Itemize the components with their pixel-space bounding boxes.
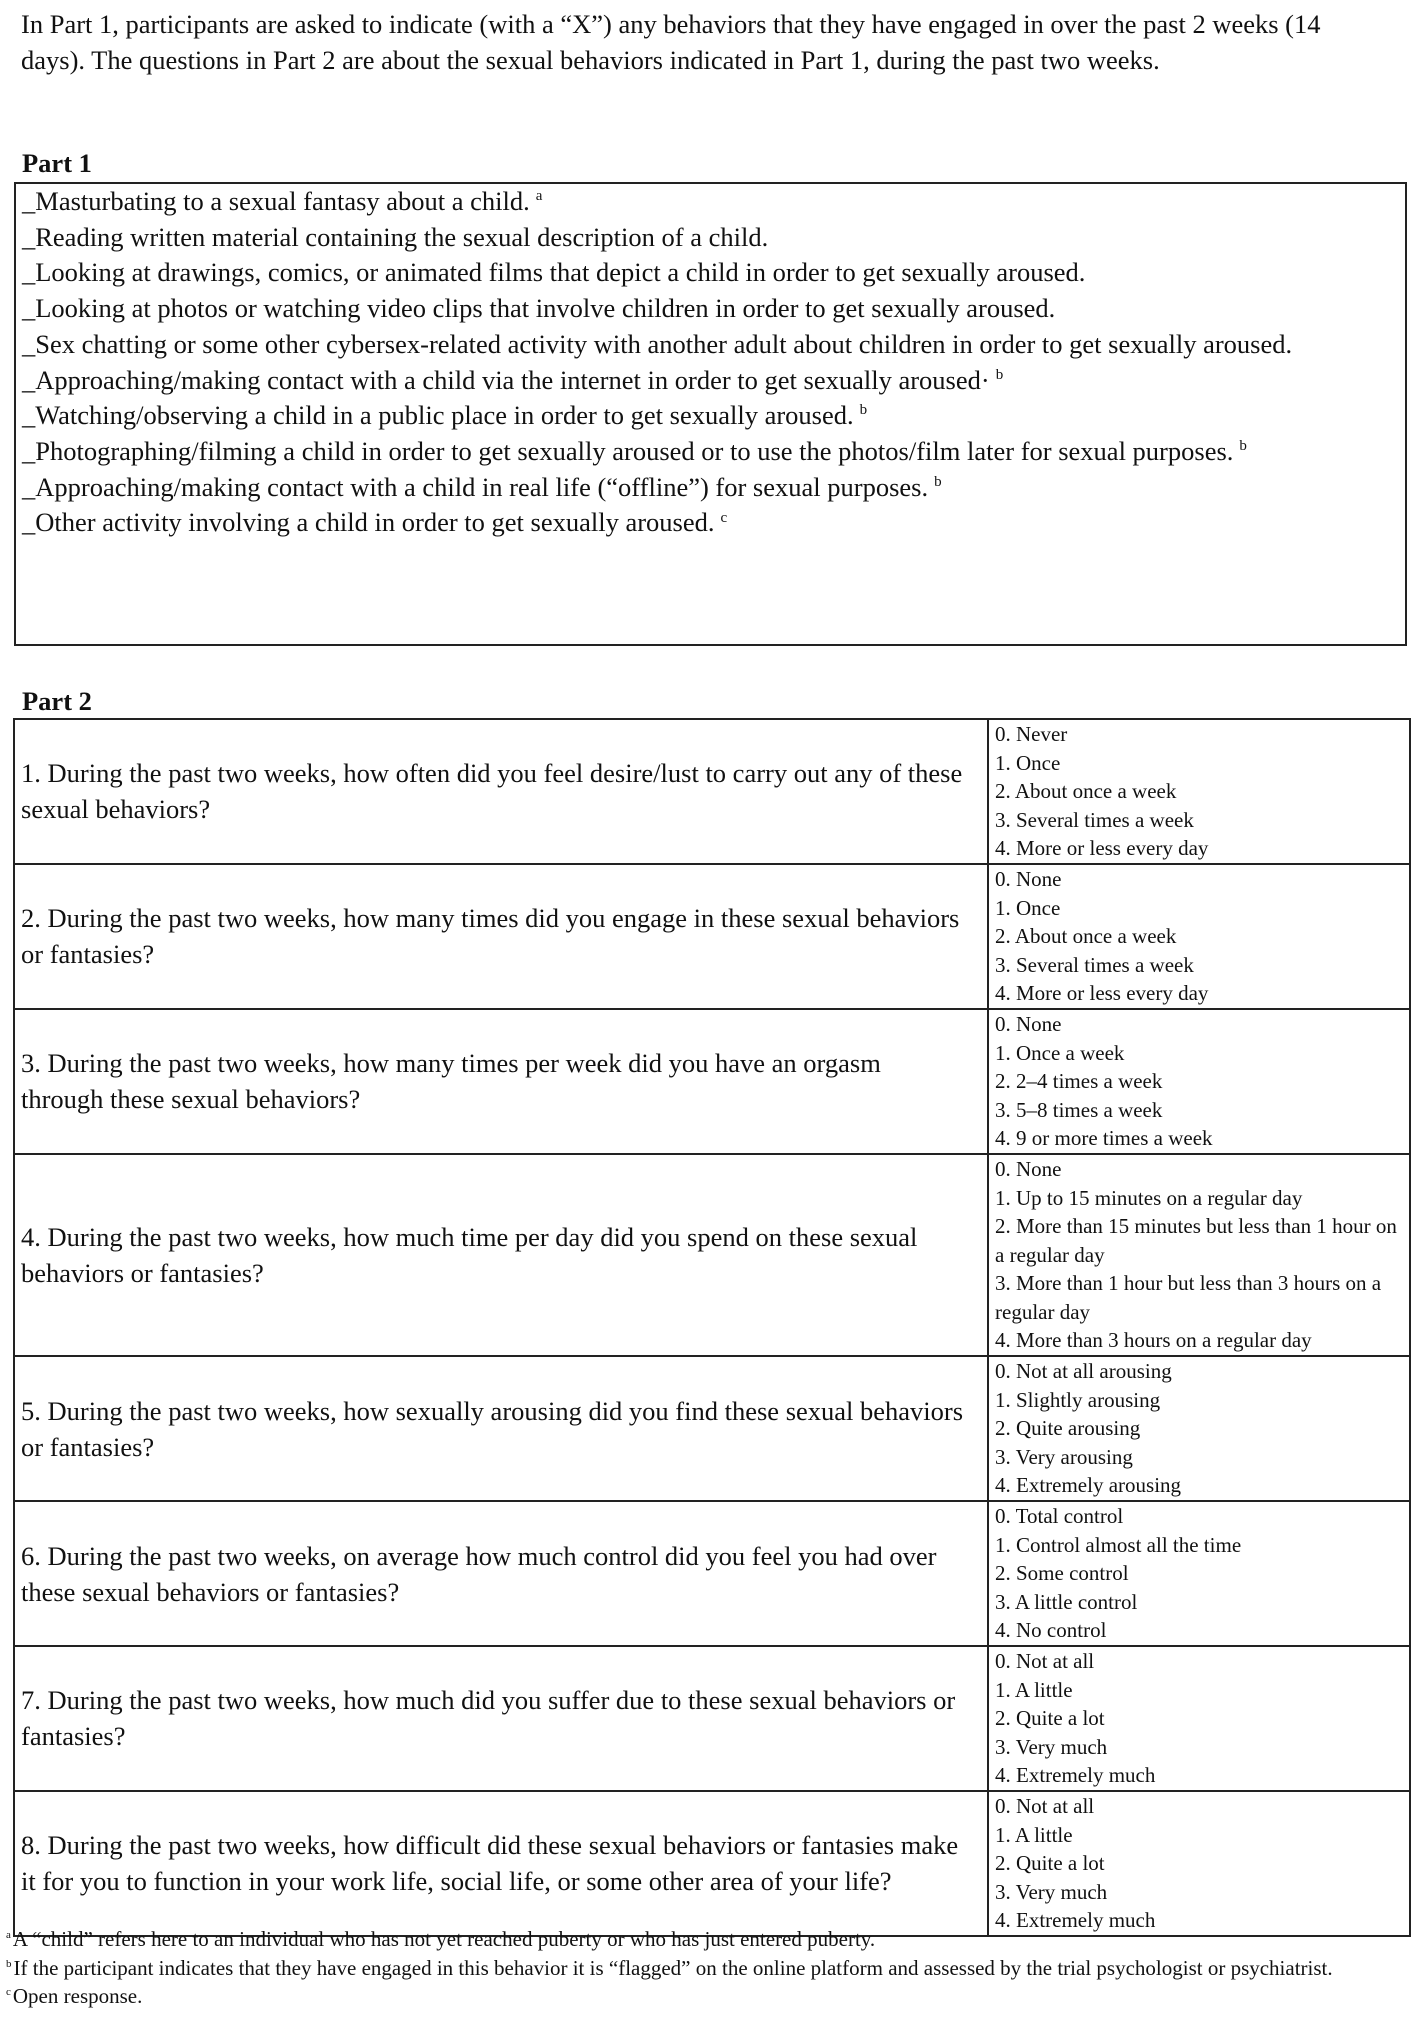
answer-options xyxy=(988,1009,1410,1154)
footnote-marker: b xyxy=(995,366,1004,383)
answer-options xyxy=(988,1791,1410,1936)
footnote-marker: c xyxy=(6,1986,11,1998)
question-text: 4. During the past two weeks, how much time per day did you spend on these sexual behaviors or fantasies? xyxy=(14,1154,988,1356)
footnote-text: A “child” refers here to an individual who has not yet reached puberty or who has just entered puberty. xyxy=(12,1927,876,1951)
checklist-item-text: _Approaching/making contact with a child via the internet in order to get sexually aroused· xyxy=(22,364,990,395)
answer-option: 3. Very arousing xyxy=(995,1444,1133,1469)
answer-option: 4. 9 or more times a week xyxy=(995,1126,1213,1151)
checklist-item-text: _Watching/observing a child in a public place in order to get sexually aroused. xyxy=(22,400,854,431)
answer-option: 3. Very much xyxy=(995,1879,1108,1904)
checklist-item-text: _Approaching/making contact with a child in real life (“offline”) for sexual purposes. xyxy=(22,471,929,502)
answer-option: 1. Control almost all the time xyxy=(995,1532,1242,1557)
footnote-marker: c xyxy=(720,509,728,526)
question-row xyxy=(14,864,1410,1009)
answer-option: 0. None xyxy=(995,1156,1062,1181)
question-text: 7. During the past two weeks, how much did you suffer due to these sexual behaviors or fantasies? xyxy=(14,1646,988,1791)
answer-option: 2. About once a week xyxy=(995,779,1177,804)
question-text: 3. During the past two weeks, how many times per week did you have an orgasm through these sexual behaviors? xyxy=(14,1009,988,1154)
checklist-item xyxy=(22,220,1405,256)
answer-option: 4. Extremely much xyxy=(995,1763,1156,1788)
question-row xyxy=(14,1356,1410,1501)
answer-option: 0. Not at all xyxy=(995,1793,1095,1818)
answer-option: 4. More than 3 hours on a regular day xyxy=(995,1328,1312,1353)
answer-option: 3. Several times a week xyxy=(995,807,1194,832)
answer-option: 0. None xyxy=(995,1011,1062,1036)
checklist-item-text: _Looking at photos or watching video clips that involve children in order to get sexually aroused. xyxy=(22,293,1056,324)
checklist-item xyxy=(22,363,1405,399)
intro-paragraph: In Part 1, participants are asked to indicate (with a “X”) any behaviors that they have engaged in over the past 2 weeks (14 days). The questions in Part 2 are about the sexual behaviors indicated in Part 1, during the past two weeks. xyxy=(21,9,1321,75)
part2-title: Part 2 xyxy=(22,686,92,716)
checklist-item-text: _Reading written material containing the sexual description of a child. xyxy=(22,221,769,252)
answer-option: 0. Not at all xyxy=(995,1649,1095,1673)
answer-option: 2. Quite a lot xyxy=(995,1851,1105,1876)
answer-option: 1. A little xyxy=(995,1677,1073,1702)
checklist-item xyxy=(22,255,1405,291)
answer-option: 2. About once a week xyxy=(995,924,1177,949)
answer-option: 2. Quite arousing xyxy=(995,1416,1141,1441)
question-text: 1. During the past two weeks, how often did you feel desire/lust to carry out any of these sexual behaviors? xyxy=(14,719,988,864)
answer-option: 2. More than 15 minutes but less than 1 hour on a regular day xyxy=(995,1214,1397,1267)
answer-option: 2. Some control xyxy=(995,1561,1129,1586)
footnote-text: If the participant indicates that they have engaged in this behavior it is “flagged” on the online platform and assessed by the trial psychologist or psychiatrist. xyxy=(13,1955,1333,1980)
answer-option: 0. None xyxy=(995,866,1062,891)
answer-option: 3. Very much xyxy=(995,1734,1108,1759)
answer-option: 1. Once a week xyxy=(995,1040,1125,1065)
footnote-marker: a xyxy=(6,1929,11,1941)
checklist-item xyxy=(22,398,1405,434)
checklist-item-text: _Sex chatting or some other cybersex-related activity with another adult about children in order to get sexually aroused. xyxy=(22,328,1293,359)
checklist-item-text: _Looking at drawings, comics, or animated films that depict a child in order to get sexually aroused. xyxy=(22,257,1086,288)
answer-option: 0. Total control xyxy=(995,1504,1124,1529)
answer-option: 1. Once xyxy=(995,750,1061,775)
footnotes xyxy=(6,1925,1411,2011)
answer-option: 0. Not at all arousing xyxy=(995,1359,1172,1384)
part1-title: Part 1 xyxy=(22,148,92,178)
checklist-item-text: _Masturbating to a sexual fantasy about a child. xyxy=(22,186,530,216)
answer-option: 1. Once xyxy=(995,895,1061,920)
checklist-item xyxy=(22,327,1405,363)
checklist-item-text: _Other activity involving a child in order to get sexually aroused. xyxy=(22,507,715,538)
answer-option: 1. A little xyxy=(995,1822,1073,1847)
footnote xyxy=(6,1954,1411,1983)
answer-option: 4. Extremely arousing xyxy=(995,1473,1182,1498)
question-text: 5. During the past two weeks, how sexually arousing did you find these sexual behaviors or fantasies? xyxy=(14,1356,988,1501)
checklist-item xyxy=(22,291,1405,327)
question-text: 6. During the past two weeks, on average how much control did you feel you had over these sexual behaviors or fantasies? xyxy=(14,1501,988,1646)
answer-option: 3. More than 1 hour but less than 3 hours on a regular day xyxy=(995,1271,1382,1324)
answer-option: 4. More or less every day xyxy=(995,981,1209,1006)
part1-checklist-box xyxy=(14,182,1407,646)
checklist-item xyxy=(22,434,1405,470)
part2-question-table xyxy=(13,718,1411,1937)
answer-option: 4. Extremely much xyxy=(995,1908,1156,1933)
answer-option: 1. Up to 15 minutes on a regular day xyxy=(995,1185,1303,1210)
answer-option: 2. 2–4 times a week xyxy=(995,1069,1163,1094)
checklist-item xyxy=(22,184,1405,220)
answer-option: 3. 5–8 times a week xyxy=(995,1097,1163,1122)
footnote-marker: b xyxy=(934,473,942,490)
footnote-marker: b xyxy=(1239,438,1247,455)
answer-option: 3. Several times a week xyxy=(995,952,1194,977)
answer-options xyxy=(988,1154,1410,1356)
question-row xyxy=(14,1501,1410,1646)
question-row xyxy=(14,1009,1410,1154)
question-row xyxy=(14,1646,1410,1791)
footnote-text: Open response. xyxy=(12,1984,143,2008)
footnote-marker: b xyxy=(6,1957,12,1970)
checklist-item-text: _Photographing/filming a child in order to get sexually aroused or to use the photos/film later for sexual purposes. xyxy=(22,435,1234,466)
answer-options xyxy=(988,1646,1410,1791)
part1-checklist xyxy=(16,184,1405,541)
question-text: 8. During the past two weeks, how difficult did these sexual behaviors or fantasies make it for you to function in your work life, social life, or some other area of your life? xyxy=(14,1791,988,1936)
answer-options xyxy=(988,719,1410,864)
footnote-marker: b xyxy=(859,402,868,419)
checklist-item xyxy=(22,505,1405,541)
answer-option: 0. Never xyxy=(995,722,1068,746)
question-text: 2. During the past two weeks, how many times did you engage in these sexual behaviors or fantasies? xyxy=(14,864,988,1009)
answer-option: 3. A little control xyxy=(995,1589,1138,1614)
question-row xyxy=(14,719,1410,864)
answer-options xyxy=(988,1356,1410,1501)
question-row xyxy=(14,1154,1410,1356)
answer-option: 2. Quite a lot xyxy=(995,1706,1105,1731)
question-row xyxy=(14,1791,1410,1936)
footnote-marker: a xyxy=(535,188,543,205)
answer-option: 4. More or less every day xyxy=(995,836,1209,861)
answer-option: 1. Slightly arousing xyxy=(995,1387,1161,1412)
checklist-item xyxy=(22,470,1405,506)
answer-options xyxy=(988,864,1410,1009)
answer-option: 4. No control xyxy=(995,1618,1107,1643)
answer-options xyxy=(988,1501,1410,1646)
footnote xyxy=(6,1982,1411,2011)
footnote xyxy=(6,1925,1411,1954)
